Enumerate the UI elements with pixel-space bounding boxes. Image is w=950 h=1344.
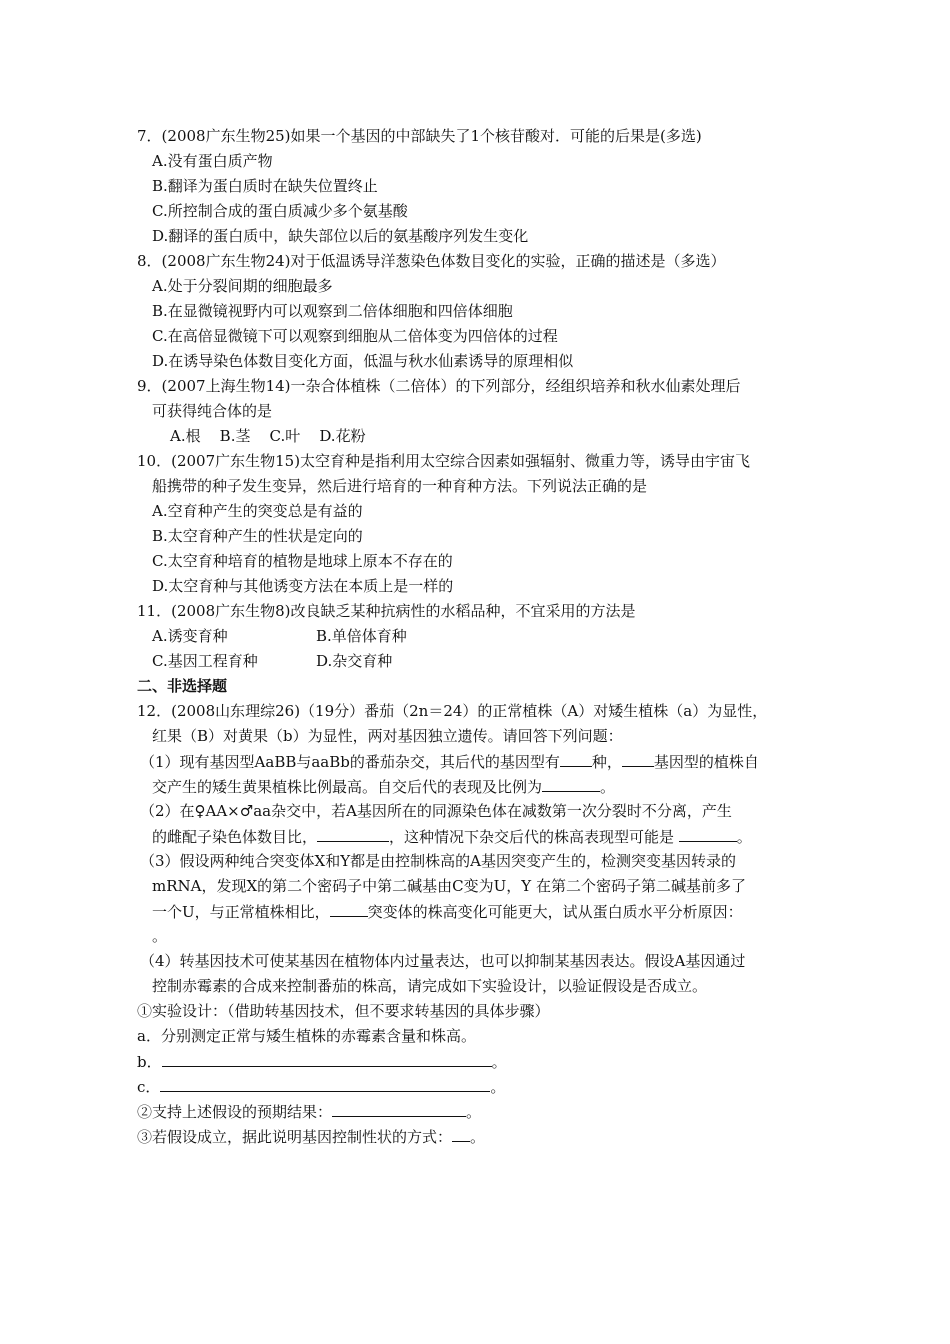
question-7-option-c: C.所控制合成的蛋白质减少多个氨基酸 [152, 202, 408, 220]
part-3-answer-end: 。 [152, 927, 168, 945]
expected-result-blank[interactable] [332, 1101, 466, 1117]
step-c-blank[interactable] [160, 1076, 490, 1092]
question-9-stem-cont: 可获得纯合体的是 [152, 402, 273, 420]
question-10-option-a: A.空育种产生的突变总是有益的 [152, 502, 363, 520]
question-12-part-3-cont-1: mRNA，发现X的第二个密码子中第二碱基由C变为U，Y 在第二个密码子第二碱基前多了 [152, 877, 746, 895]
question-10-option-b: B.太空育种产生的性状是定向的 [152, 527, 363, 545]
part-1-text-e: 。 [600, 778, 616, 796]
part-1-blank-3[interactable] [542, 776, 600, 792]
gene-control-blank[interactable] [452, 1126, 470, 1142]
experiment-step-c [137, 1076, 505, 1097]
question-12-part-3-cont-2 [152, 901, 743, 922]
question-10-stem-cont: 船携带的种子发生变异，然后进行培育的一种育种方法。下列说法正确的是 [152, 477, 648, 495]
question-11-option-d: D.杂交育种 [316, 652, 393, 670]
question-9-stem: 9．(2007上海生物14)一杂合体植株（二倍体）的下列部分，经组织培养和秋水仙素处理后 [137, 377, 741, 395]
part-2-text-c: ，这种情况下杂交后代的株高表现型可能是 [389, 828, 679, 846]
question-12-part-1-cont [152, 776, 615, 797]
question-11-option-c: C.基因工程育种 [152, 652, 258, 670]
step-b-blank[interactable] [162, 1051, 492, 1067]
question-12-part-1 [140, 751, 759, 772]
question-8-option-b: B.在显微镜视野内可以观察到二倍体细胞和四倍体细胞 [152, 302, 513, 320]
question-12-part-2-cont [152, 826, 752, 847]
step-c-label: c． [137, 1078, 161, 1096]
step-c-end: 。 [490, 1078, 506, 1096]
question-12-part-4-cont: 控制赤霉素的合成来控制番茄的株高，请完成如下实验设计，以验证假设是否成立。 [152, 977, 708, 995]
question-9-options: A.根 B.茎 C.叶 D.花粉 [170, 427, 366, 445]
question-7-option-a: A.没有蛋白质产物 [152, 152, 273, 170]
step-b-label: b． [137, 1053, 162, 1071]
part-3-text-c: 一个U，与正常植株相比， [152, 903, 330, 921]
question-11-option-a: A.诱变育种 [152, 627, 228, 645]
part-1-text-d: 交产生的矮生黄果植株比例最高。自交后代的表现及比例为 [152, 778, 543, 796]
question-12-part-4: （4）转基因技术可使某基因在植物体内过量表达，也可以抑制某基因表达。假设A基因通过 [140, 952, 746, 970]
question-12-part-2: （2）在♀AA×♂aa杂交中，若A基因所在的同源染色体在减数第一次分裂时不分离，产生 [140, 802, 732, 820]
question-10-option-d: D.太空育种与其他诱变方法在本质上是一样的 [152, 577, 454, 595]
gene-control-label: ③若假设成立，据此说明基因控制性状的方式： [137, 1128, 453, 1146]
question-11-option-b: B.单倍体育种 [316, 627, 407, 645]
part-2-blank-1[interactable] [317, 826, 389, 842]
expected-result-end: 。 [466, 1103, 482, 1121]
question-11-stem: 11．(2008广东生物8)改良缺乏某种抗病性的水稻品种，不宜采用的方法是 [137, 602, 636, 620]
question-12-part-3: （3）假设两种纯合突变体X和Y都是由控制株高的A基因突变产生的，检测突变基因转录的 [140, 852, 736, 870]
experiment-step-b [137, 1051, 507, 1072]
question-12-stem-cont: 红果（B）对黄果（b）为显性，两对基因独立遗传。请回答下列问题： [152, 727, 623, 745]
question-12-stem: 12．(2008山东理综26)（19分）番茄（2n＝24）的正常植株（A）对矮生植株（a）为显性， [137, 702, 768, 720]
part-2-text-d: 。 [736, 828, 752, 846]
part-1-text-c: 基因型的植株自 [653, 753, 759, 771]
expected-result-label: ②支持上述假设的预期结果： [137, 1103, 333, 1121]
part-1-text-b: 种， [591, 753, 622, 771]
question-7-option-d: D.翻译的蛋白质中，缺失部位以后的氨基酸序列发生变化 [152, 227, 529, 245]
question-7-option-b: B.翻译为蛋白质时在缺失位置终止 [152, 177, 378, 195]
experiment-step-a: a．分别测定正常与矮生植株的赤霉素含量和株高。 [137, 1027, 476, 1045]
gene-control-end: 。 [470, 1128, 486, 1146]
question-10-stem: 10．(2007广东生物15)太空育种是指利用太空综合因素如强辐射、微重力等，诱导由宇宙飞 [137, 452, 751, 470]
question-8-option-a: A.处于分裂间期的细胞最多 [152, 277, 333, 295]
part-1-blank-1[interactable] [560, 751, 592, 767]
gene-control-question [137, 1126, 485, 1147]
part-3-blank-1[interactable] [330, 901, 368, 917]
question-7-stem: 7．(2008广东生物25)如果一个基因的中部缺失了1个核苷酸对．可能的后果是(多选) [137, 127, 702, 145]
experiment-design-label: ①实验设计：（借助转基因技术，但不要求转基因的具体步骤） [137, 1002, 550, 1020]
part-3-text-d: 突变体的株高变化可能更大，试从蛋白质水平分析原因： [367, 903, 743, 921]
part-2-text-b: 的雌配子染色体数目比， [152, 828, 318, 846]
section-2-heading: 二、非选择题 [137, 677, 228, 695]
step-b-end: 。 [491, 1053, 507, 1071]
question-8-option-d: D.在诱导染色体数目变化方面，低温与秋水仙素诱导的原理相似 [152, 352, 574, 370]
question-10-option-c: C.太空育种培育的植物是地球上原本不存在的 [152, 552, 453, 570]
expected-result [137, 1101, 481, 1122]
question-8-stem: 8．(2008广东生物24)对于低温诱导洋葱染色体数目变化的实验，正确的描述是（多选） [137, 252, 726, 270]
part-1-text-a: （1）现有基因型AaBB与aaBb的番茄杂交，其后代的基因型有 [140, 753, 560, 771]
part-1-blank-2[interactable] [622, 751, 654, 767]
question-8-option-c: C.在高倍显微镜下可以观察到细胞从二倍体变为四倍体的过程 [152, 327, 558, 345]
part-2-blank-2[interactable] [679, 826, 737, 842]
